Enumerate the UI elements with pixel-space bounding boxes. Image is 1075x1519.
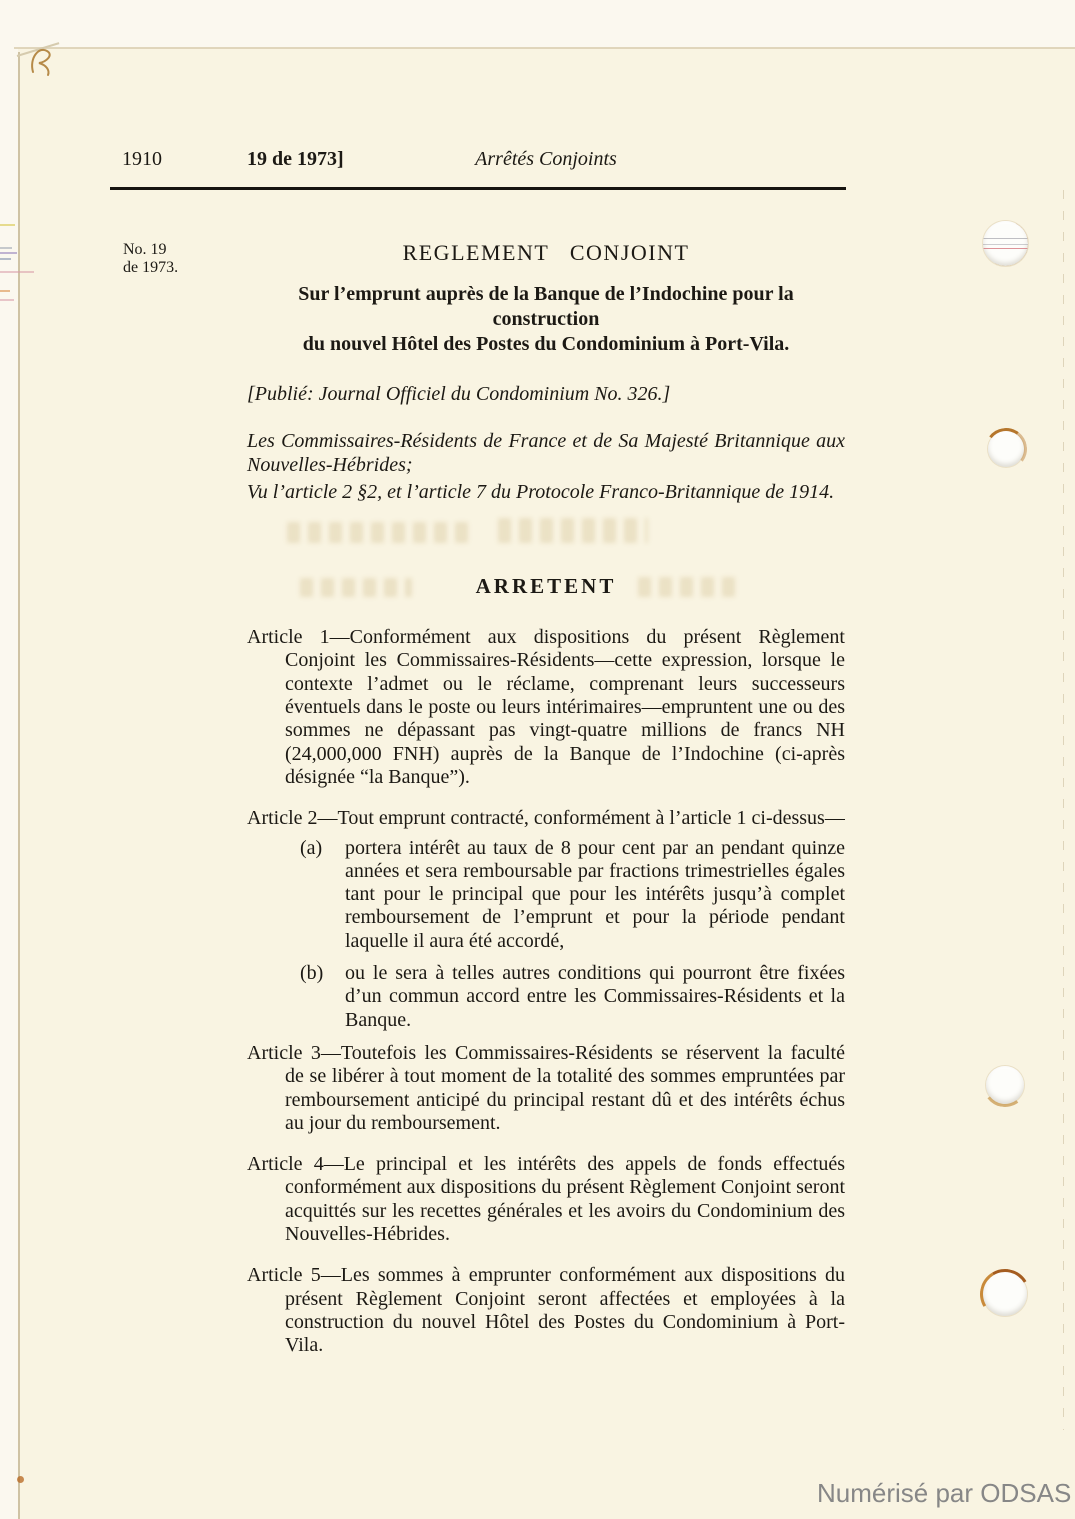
punch-hole [983, 1272, 1027, 1316]
rust-spot [17, 1476, 24, 1483]
publication-note: [Publié: Journal Officiel du Condominium No. 326.] [247, 383, 671, 405]
header-rule [110, 187, 846, 190]
document-subtitle: Sur l’emprunt auprès de la Banque de l’Indochine pour la construction du nouvel Hôtel des Postes du Condominium à Port-Vila. [298, 283, 794, 355]
text-column [247, 240, 845, 1376]
punch-hole [986, 1066, 1024, 1104]
sub-item-marker: (b) [300, 962, 324, 985]
document-title: REGLEMENT CONJOINT [402, 240, 690, 265]
preamble-paragraph: Les Commissaires-Résidents de France et de Sa Majesté Britannique aux Nouvelles-Hébrides; [247, 430, 845, 476]
edge-ruled-line-tick [0, 258, 11, 260]
edge-ruled-line-tick [0, 224, 15, 226]
article-sub-item [300, 962, 845, 1032]
edge-ruled-line-tick [0, 247, 12, 249]
sub-item-text: ou le sera à telles autres conditions qui pourront être fixées d’un commun accord entre les Commissaires-Résidents et la Banque. [345, 962, 845, 1031]
edge-ruled-line-tick [0, 299, 14, 301]
edge-ruled-line-tick [0, 290, 10, 292]
sub-item-marker: (a) [300, 836, 323, 859]
page-number: 1910 [122, 148, 162, 170]
running-title: Arrêtés Conjoints [475, 148, 617, 170]
punch-hole [983, 221, 1028, 266]
sub-item-text: portera intérêt au taux de 8 pour cent par an pendant quinze années et sera remboursable par fractions trimestrielles égales tant pour le principal que pour les intérêts jusqu’à complet remboursement de l’emprunt et pour la période pendant laquelle il aura été accordé, [345, 836, 845, 952]
page-top-edge [14, 47, 1075, 49]
article-paragraph: Article 2—Tout emprunt contracté, conformément à l’article 1 ci-dessus— [247, 807, 845, 830]
margin-note-line: de 1973. [123, 259, 179, 276]
article-paragraph: Article 1—Conformément aux dispositions du présent Règlement Conjoint les Commissaires-Résidents—cette expression, lorsque le contexte l’admet ou le réclame, comprenant leurs successeurs éventuels dans le poste ou leurs intérimaires—empruntent une ou des sommes ne dépassant pas vingt-quatre millions de francs NH (24,000,000 FNH) auprès de la Banque de l’Indochine (ci-après désignée “la Banque”). [247, 626, 845, 788]
article-paragraph: Article 4—Le principal et les intérêts des appels de fonds effectués conformément aux dispositions du présent Règlement Conjoint seront acquittés sur les recettes générales et les avoirs du Condominium des Nouvelles-Hébrides. [247, 1153, 845, 1246]
issue-reference: 19 de 1973] [247, 148, 344, 170]
article-paragraph: Article 5—Les sommes à emprunter conformément aux dispositions du présent Règlement Conjoint seront affectées et employées à la construction du nouvel Hôtel des Postes du Condominium à Port-Vila. [247, 1264, 845, 1357]
article-sub-item [300, 837, 845, 953]
digitization-watermark: Numérisé par ODSAS [817, 1478, 1072, 1508]
margin-note [123, 241, 178, 277]
scan-scratch-line [1063, 190, 1064, 1430]
edge-ruled-line-tick [0, 252, 17, 254]
corner-scribble-mark [26, 42, 68, 80]
enacting-heading: ARRETENT [475, 574, 617, 599]
margin-note-line: No. 19 [123, 241, 167, 258]
edge-ruled-line-tick [0, 271, 34, 273]
preamble-paragraph: Vu l’article 2 §2, et l’article 7 du Protocole Franco-Britannique de 1914. [247, 480, 835, 503]
punch-hole [988, 431, 1024, 467]
article-paragraph: Article 3—Toutefois les Commissaires-Résidents se réservent la faculté de se libérer à tout moment de la totalité des sommes empruntées par remboursement anticipé du principal restant dû et des intérêts échus au jour du remboursement. [247, 1041, 845, 1134]
articles [247, 626, 845, 1357]
